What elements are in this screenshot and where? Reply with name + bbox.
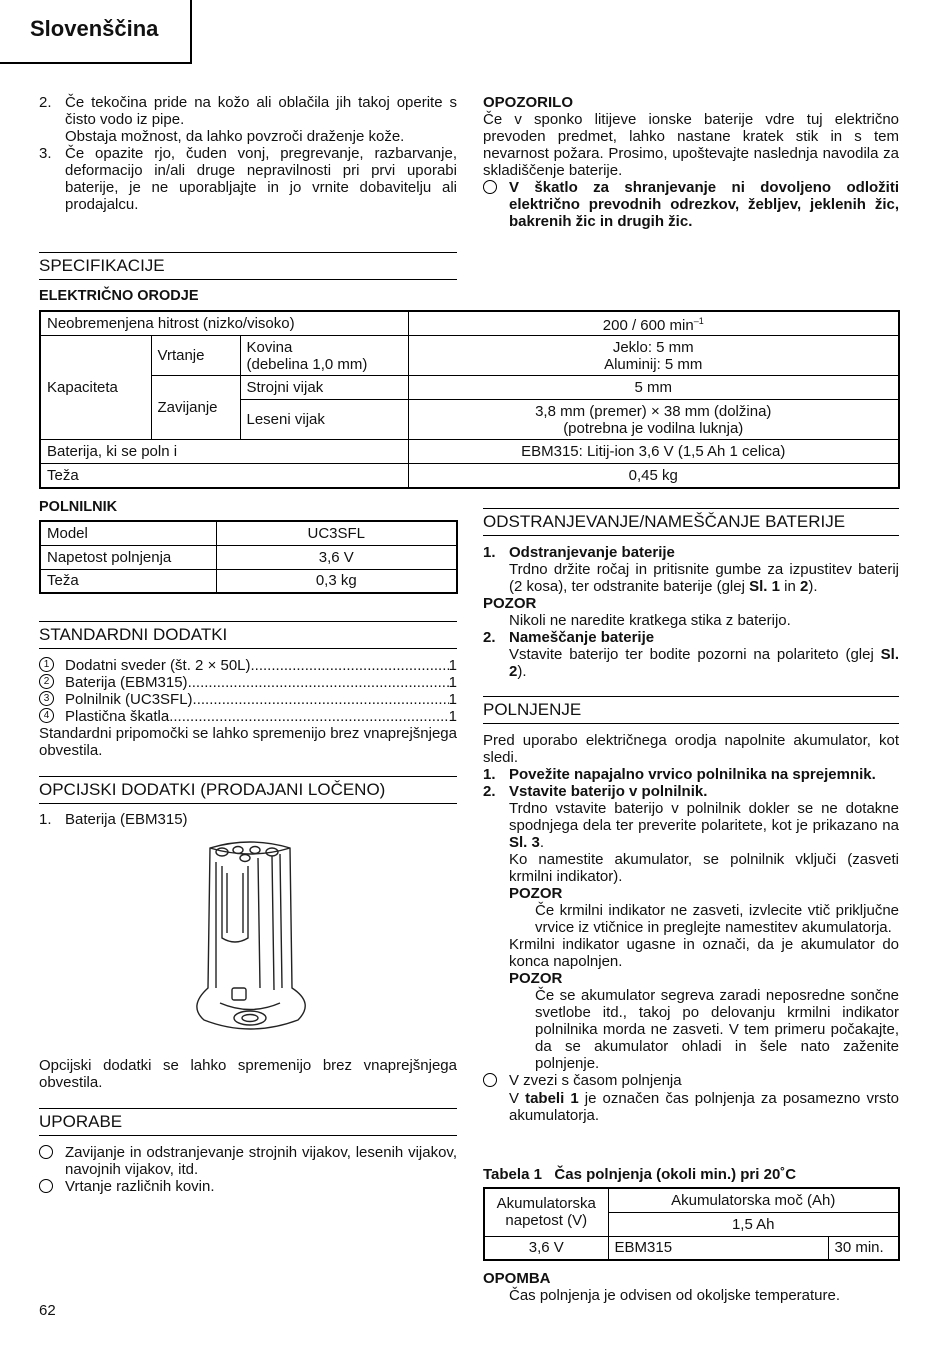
warning-heading: OPOZORILO <box>483 94 573 111</box>
charging-section: Pred uporabo električnega orodja napolnite akumulator, kot sledi. 1. Povežite napajalno vrvico polnilnika na sprejemnik. 2. Vstavite baterijo v polnilnik. Trdno vstavite baterijo v polnilnik dokler se ne dotakne spodnjega dela ter preverite polaritete, kot je prikazano na Sl. 3. Ko namestite akumulator, se polnilnik vključi (zasveti krmilni indikator). POZOR Če krmilni indikator ne zasveti, izvlecite vtič priključne vrvice iz vtičnice in preglejte namestitev akumulatorja. Krmilni indikator ugasne in označi, da je akumulator do konca napolnjen. POZOR Če se akumulator segreva zaradi neposredne sončne svetlobe itd., takoj po delovanju krmilni indikator polnilnika morda ne zasveti. V tem primeru počakajte, da se akumulator ohladi in šele nato zaženite polnjenje. V zvezi s časom polnjenja V tabeli 1 je označen čas polnjenja za posamezno vrsto akumulatorja. <box>483 732 899 1124</box>
note-text: Čas polnjenja je odvisen od okoljske temperature. <box>509 1287 841 1304</box>
list-item: Če tekočina pride na kožo ali oblačila jih takoj operite s čisto vodo iz pipe. <box>65 94 457 128</box>
list-item: Zavijanje in odstranjevanje strojnih vijakov, lesenih vijakov, navojnih vijakov, itd. <box>39 1144 457 1178</box>
warning-text: Če v sponko litijeve ionske baterije vdre tuj električno prevoden predmet, lahko nastane kratek stik in s tem nevarnost požara. Prosimo, upoštevajte naslednja navodila za skladiščenje baterije. <box>483 111 899 179</box>
charger-heading: POLNILNIK <box>39 499 118 515</box>
removal-section: 1. Odstranjevanje baterije Trdno držite ročaj in pritisnite gumbe za izpustitev baterij (2 kosa), ter odstranite baterije (glej Sl. 1 in 2). POZOR Nikoli ne naredite kratkega stika z baterijo. 2. Nameščanje baterije Vstavite baterijo ter bodite pozorni na polariteto (glej Sl. 2). <box>483 544 899 680</box>
standard-heading: STANDARDNI DODATKI <box>39 621 457 649</box>
circle-bullet-icon <box>483 180 497 194</box>
list-item: 2 Baterija (EBM315) ..... 1 <box>39 674 457 691</box>
list-item: Vrtanje različnih kovin. <box>39 1178 457 1196</box>
note-heading: OPOMBA <box>483 1270 551 1287</box>
page-number: 62 <box>39 1302 56 1319</box>
specs-heading: SPECIFIKACIJE <box>39 252 457 280</box>
table-title: Tabela 1 Čas polnjenja (okoli min.) pri 20˚C <box>483 1166 797 1183</box>
list-item: Če opazite rjo, čuden vonj, pregrevanje, razbarvanje, deformacijo in/ali druge nepravilnosti pri prvi uporabi baterije, je ne uporabljajte in jo vrnite dobavitelju ali prodajalcu. <box>65 145 457 213</box>
language-label: Slovenščina <box>30 16 159 41</box>
list-item: 3 Polnilnik (UC3SFL) ..... 1 <box>39 691 457 708</box>
tool-heading: ELEKTRIČNO ORODJE <box>39 288 199 304</box>
circle-bullet-icon <box>39 1179 53 1193</box>
usage-list <box>39 1144 457 1196</box>
language-tab <box>0 0 192 64</box>
charging-time-table: Akumulatorska napetost (V) Akumulatorska moč (Ah) 1,5 Ah 3,6 V EBM315 30 min. <box>483 1187 900 1261</box>
specs-table: Neobremenjena hitrost (nizko/visoko) 200 / 600 $\min^{-1}$ Kapaciteta Vrtanje Kovina (debelina 1,0 mm) Jeklo: 5 mm Aluminij: 5 mm Zavijanje Strojni vijak 5 mm Leseni vijak 3,8 mm (premer) × 38 mm (dolžina) (potrebna je vodilna luknja) Baterija, ki se poln i EBM315: Litij-ion 3,6 V (1,5 Ah 1 celica) Teža 0,45 kg <box>39 310 900 489</box>
optional-item: 1. Baterija (EBM315) <box>39 811 188 828</box>
warning-block: OPOZORILO Če v sponko litijeve ionske baterije vdre tuj električno prevoden predmet, lahko nastane kratek stik in s tem nevarnost požara. Prosimo, upoštevajte naslednja navodila za skladiščenje baterije. V škatlo za shranjevanje ni dovoljeno odložiti električno prevodnih odrezkov, žebljev, jeklenih žic, bakrenih žic in drugih žic. <box>483 94 899 230</box>
battery-illustration <box>180 838 320 1038</box>
optional-heading: OPCIJSKI DODATKI (PRODAJANI LOČENO) <box>39 776 457 804</box>
charging-heading: POLNJENJE <box>483 696 899 724</box>
circle-bullet-icon <box>39 1145 53 1159</box>
removal-heading: ODSTRANJEVANJE/NAMEŠČANJE BATERIJE <box>483 508 899 536</box>
charger-table: Model UC3SFL Napetost polnjenja 3,6 V Teža 0,3 kg <box>39 520 458 594</box>
standard-list <box>39 657 457 759</box>
optional-note: Opcijski dodatki se lahko spremenijo brez vnaprejšnjega obvestila. <box>39 1057 457 1091</box>
standard-note: Standardni pripomočki se lahko spremenijo brez vnaprejšnjega obvestila. <box>39 725 457 759</box>
usage-heading: UPORABE <box>39 1108 457 1136</box>
circle-bullet-icon <box>483 1073 497 1087</box>
list-item: 4 Plastična škatla ..... 1 <box>39 708 457 725</box>
list-item: 1 Dodatni sveder (št. 2 × 50L) ..... 1 <box>39 657 457 674</box>
left-intro-list: 2. Če tekočina pride na kožo ali oblačila jih takoj operite s čisto vodo iz pipe. Obstaja možnost, da lahko povzroči draženje kože. 3. Če opazite rjo, čuden vonj, pregrevanje, razbarvanje, deformacijo in/ali druge nepravilnosti pri prvi uporabi baterije, je ne uporabljajte in jo vrnite dobavitelju ali prodajalcu. <box>39 94 457 213</box>
